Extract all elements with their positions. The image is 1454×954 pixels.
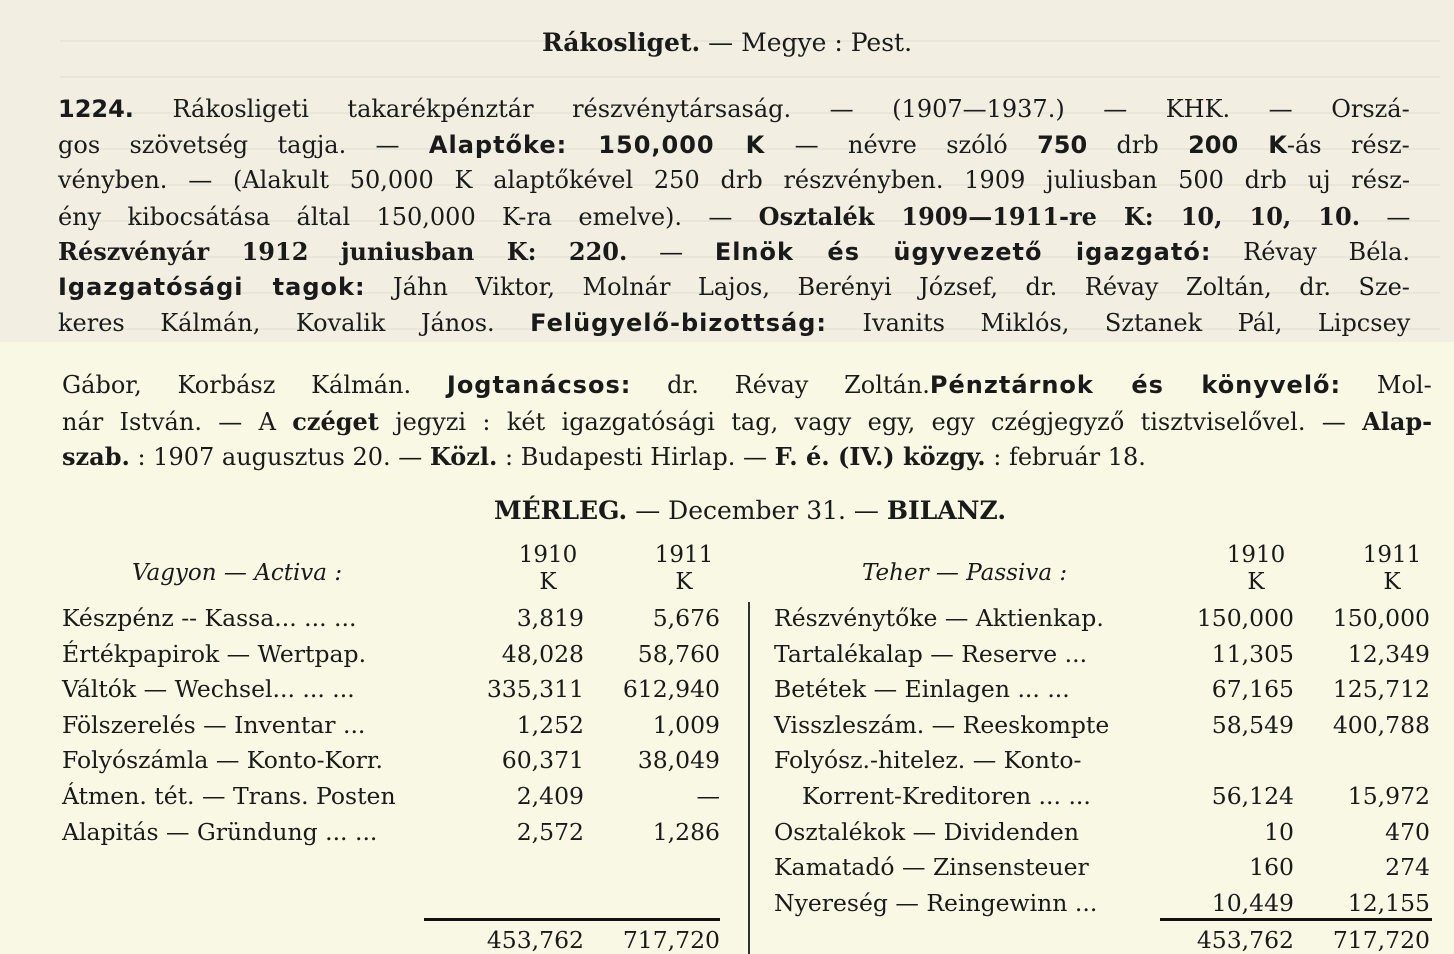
left-row-label: Értékpapirok — Wertpap. — [62, 639, 367, 668]
emphasis-text: 1224. — [58, 95, 134, 123]
body-text: Rákosligeti takarékpénztár részvénytársaság. — (1907—1937.) — KHK. — Orszá- — [133, 95, 1410, 123]
text-line — [62, 439, 1432, 475]
left-row-value-1911: 58,760 — [637, 639, 720, 668]
emphasis-text: Közl. — [429, 442, 498, 472]
section-heading — [0, 28, 1454, 57]
left-row-value-1911: 1,286 — [652, 817, 720, 846]
left-row-value-1911: 1,009 — [652, 710, 720, 739]
unit-label: K — [1383, 569, 1401, 595]
emphasis-text: Osztalék 1909—1911-re K: 10, 10, 10. — [758, 201, 1361, 231]
year-label: 1910 — [518, 542, 578, 568]
right-row-value-1910: 10 — [1264, 817, 1294, 846]
right-total-1911: 717,720 — [1332, 926, 1430, 954]
right-total-rule — [1160, 918, 1432, 921]
right-row-value-1911: 12,155 — [1347, 888, 1430, 917]
right-row-value-1910: 11,305 — [1211, 639, 1294, 668]
left-row-value-1910: 60,371 — [501, 746, 584, 775]
body-text: nár István. — A — [62, 407, 293, 436]
company-entry-part-2 — [62, 368, 1432, 475]
left-total-1911: 717,720 — [622, 926, 720, 954]
left-row-label: Készpénz -- Kassa... ... ... — [62, 604, 357, 632]
body-text: ény kibocsátása által 150,000 K-ra emelve). — — [58, 202, 759, 231]
right-row-value-1911: 470 — [1385, 817, 1430, 846]
right-row-value-1910: 160 — [1249, 853, 1294, 882]
right-row-value-1911: 15,972 — [1347, 782, 1430, 810]
body-text: Mol- — [1341, 371, 1432, 399]
right-row-value-1911: 12,349 — [1347, 639, 1430, 668]
assets-heading: Vagyon — Activa : — [132, 560, 343, 586]
emphasis-text: 200 K — [1188, 130, 1287, 159]
body-text: : 1907 augusztus 20. — — [129, 443, 430, 472]
emphasis-text: Részvényár 1912 juniusban K: 220. — [58, 237, 628, 267]
right-row-value-1910: 150,000 — [1196, 604, 1294, 632]
right-row-value-1910: 67,165 — [1211, 675, 1294, 704]
text-line — [58, 270, 1410, 306]
left-row-value-1910: 2,572 — [516, 817, 584, 846]
text-line — [58, 128, 1410, 164]
body-text: : Budapesti Hirlap. — — [497, 443, 775, 472]
county-label: — Megye : Pest. — [708, 28, 913, 57]
left-row-value-1911: 612,940 — [622, 675, 720, 704]
left-row-value-1910: 1,252 — [516, 710, 584, 739]
emphasis-text: Jogtanácsos: — [446, 371, 632, 399]
year-label: 1910 — [1226, 542, 1286, 568]
emphasis-text: szab. — [62, 442, 130, 472]
balance-title-de: BILANZ. — [886, 496, 1007, 525]
year-label: 1911 — [654, 542, 714, 568]
left-total-rule — [424, 918, 720, 921]
left-row-label: Átmen. tét. — Trans. Posten — [62, 782, 396, 810]
year-label: 1911 — [1362, 542, 1422, 568]
emphasis-text: 750 — [1037, 130, 1088, 159]
body-text: Ivanits Miklós, Sztanek Pál, Lipcsey — [827, 308, 1411, 337]
right-row-value-1911: 400,788 — [1332, 710, 1430, 739]
text-line — [62, 404, 1432, 440]
body-text: — névre szóló — [765, 130, 1038, 159]
body-text: keres Kálmán, Kovalik János. — [58, 308, 531, 337]
right-year-1911 — [1352, 542, 1432, 596]
body-text: jegyzi : két igazgatósági tag, vagy egy, egy czégjegyző tisztviselővel. — — [378, 407, 1363, 436]
right-row-label: Betétek — Einlagen ... ... — [774, 675, 1070, 704]
right-row-value-1911: 125,712 — [1332, 675, 1430, 704]
text-line — [62, 368, 1432, 404]
emphasis-text: czéget — [292, 406, 379, 436]
left-row-label: Alapitás — Gründung ... ... — [62, 817, 378, 846]
right-row-label: Korrent-Kreditoren ... ... — [802, 782, 1091, 810]
body-text: — — [627, 238, 715, 267]
text-line — [58, 92, 1410, 128]
body-text: Jáhn Viktor, Molnár Lajos, Berényi József, dr. Révay Zoltán, dr. Sze- — [365, 272, 1410, 301]
emphasis-text: Elnök és ügyvezető igazgató: — [714, 238, 1212, 267]
right-row-label: Osztalékok — Dividenden — [774, 817, 1079, 846]
unit-label: K — [675, 569, 693, 595]
body-text: gos szövetség tagja. — — [58, 130, 429, 159]
emphasis-text: Alaptőke: 150,000 K — [428, 130, 766, 159]
right-row-value-1910: 56,124 — [1211, 782, 1294, 810]
body-text: Révay Béla. — [1211, 238, 1411, 267]
left-year-1910 — [508, 542, 588, 596]
right-year-1910 — [1216, 542, 1296, 596]
left-row-label: Fölszerelés — Inventar ... — [62, 710, 366, 739]
emphasis-text: F. é. (IV.) közgy. — [774, 442, 986, 472]
body-text: Gábor, Korbász Kálmán. — [62, 371, 447, 399]
column-divider — [748, 602, 750, 954]
right-row-label: Részvénytőke — Aktienkap. — [774, 604, 1104, 632]
liabilities-heading: Teher — Passiva : — [862, 560, 1068, 586]
text-line — [58, 306, 1410, 342]
left-row-value-1911: 38,049 — [637, 746, 720, 775]
right-row-value-1910: 58,549 — [1211, 710, 1294, 739]
body-text: : február 18. — [985, 443, 1146, 472]
right-row-label: Tartalékalap — Reserve ... — [774, 639, 1088, 668]
left-row-value-1910: 335,311 — [486, 675, 584, 704]
balance-title-hu: MÉRLEG. — [493, 496, 628, 525]
text-line — [58, 234, 1410, 270]
left-row-label: Váltók — Wechsel... ... ... — [62, 675, 355, 704]
balance-title — [0, 496, 1454, 525]
left-row-value-1911: — — [696, 782, 720, 810]
right-row-label: Visszleszám. — Reeskompte — [774, 710, 1110, 739]
body-text: drb — [1087, 130, 1189, 159]
emphasis-text: Igazgatósági tagok: — [58, 272, 366, 301]
right-row-label: Nyereség — Reingewinn ... — [774, 888, 1098, 917]
body-text: dr. Révay Zoltán. — [631, 371, 930, 399]
right-row-value-1910: 10,449 — [1211, 888, 1294, 917]
left-row-value-1910: 2,409 — [516, 782, 584, 810]
left-row-label: Folyószámla — Konto-Korr. — [62, 746, 383, 775]
right-row-value-1911: 150,000 — [1332, 604, 1430, 632]
right-row-label: Kamatadó — Zinsensteuer — [774, 853, 1089, 882]
left-row-value-1911: 5,676 — [652, 604, 720, 632]
left-row-value-1910: 3,819 — [516, 604, 584, 632]
unit-label: K — [1247, 569, 1265, 595]
right-row-value-1911: 274 — [1385, 853, 1430, 882]
text-line — [58, 199, 1410, 235]
emphasis-text: Alap- — [1362, 406, 1433, 436]
body-text: — — [1360, 202, 1411, 231]
left-row-value-1910: 48,028 — [501, 639, 584, 668]
text-line — [58, 163, 1410, 199]
right-total-1910: 453,762 — [1196, 926, 1294, 954]
left-total-1910: 453,762 — [486, 926, 584, 954]
body-text: -ás rész- — [1286, 130, 1410, 159]
balance-date: — December 31. — — [635, 496, 879, 525]
right-row-label: Folyósz.-hitelez. — Konto- — [774, 746, 1082, 775]
emphasis-text: Pénztárnok és könyvelő: — [929, 371, 1342, 399]
emphasis-text: Felügyelő-bizottság: — [530, 308, 828, 337]
unit-label: K — [539, 569, 557, 595]
left-year-1911 — [644, 542, 724, 596]
company-entry-part-1 — [58, 92, 1410, 341]
place-name: Rákosliget. — [541, 28, 701, 57]
body-text: vényben. — (Alakult 50,000 K alaptőkével 250 drb részvényben. 1909 juliusban 500 drb uj rész- — [58, 166, 1411, 195]
